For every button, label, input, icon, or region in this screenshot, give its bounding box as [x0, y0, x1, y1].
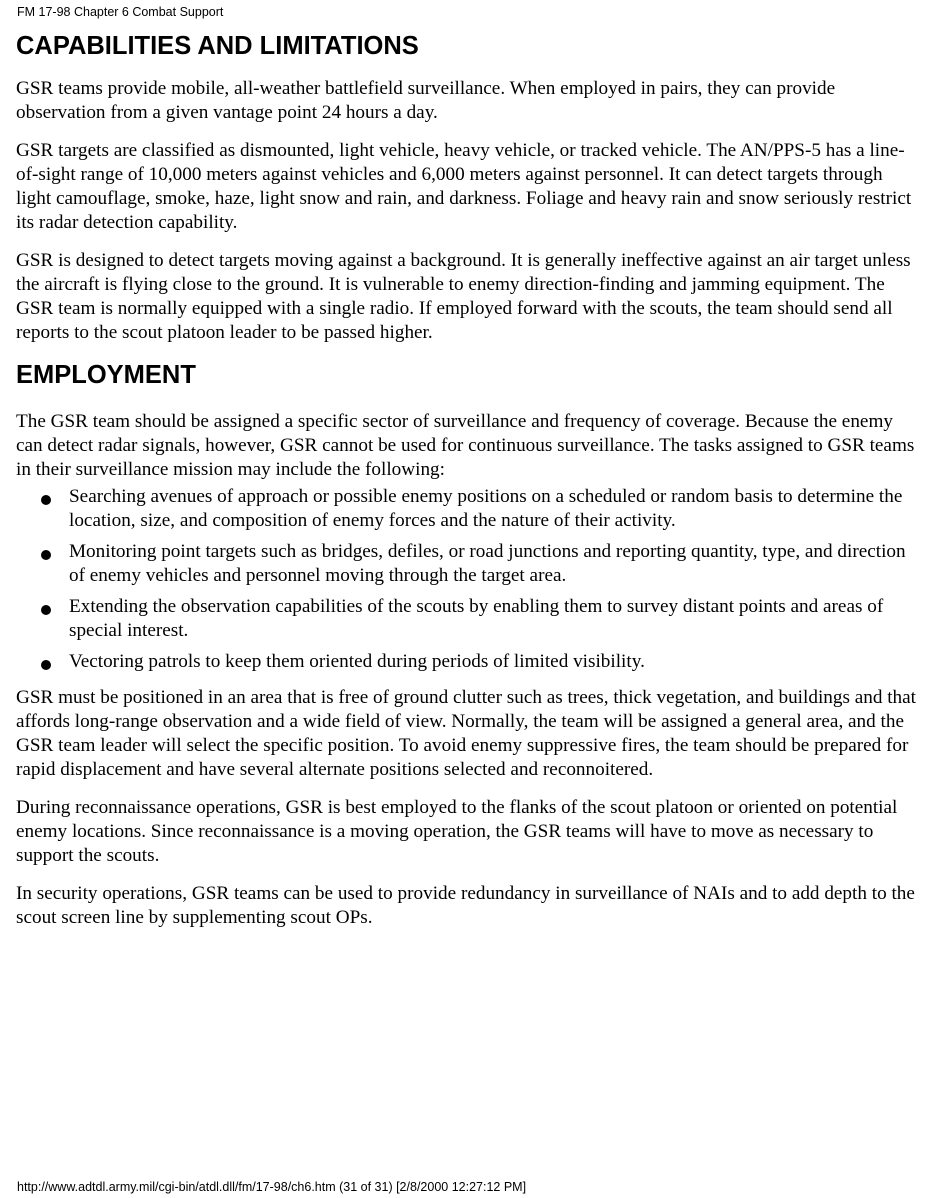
- paragraph-employment-reconnaissance: During reconnaissance operations, GSR is best employed to the flanks of the scout platoon or oriented on potential enemy locations. Since reconnaissance is a moving operation, the GSR teams will have to move as necessary to support the scouts.: [16, 797, 898, 866]
- list-item: [69, 650, 916, 674]
- heading-employment: EMPLOYMENT: [16, 361, 196, 389]
- bullet-dot-icon: [41, 495, 51, 505]
- list-item-text: Extending the observation capabilities of the scouts by enabling them to survey distant points and areas of special interest.: [69, 596, 884, 641]
- paragraph-employment-intro: The GSR team should be assigned a specific sector of surveillance and frequency of coverage. Because the enemy can detect radar signals, however, GSR cannot be used for continuous surveillance. The tasks assigned to GSR teams in their surveillance mission may include the following:: [16, 411, 915, 480]
- list-item-text: Monitoring point targets such as bridges, defiles, or road junctions and reporting quantity, type, and direction of enemy vehicles and personnel moving through the target area.: [69, 541, 906, 586]
- list-item-text: Vectoring patrols to keep them oriented during periods of limited visibility.: [69, 651, 645, 672]
- document-body: [16, 30, 916, 944]
- heading-capabilities-and-limitations: CAPABILITIES AND LIMITATIONS: [16, 32, 419, 60]
- print-footer: http://www.adtdl.army.mil/cgi-bin/atdl.dll/fm/17-98/ch6.htm (31 of 31) [2/8/2000 12:27:12 PM]: [17, 1180, 527, 1194]
- list-item: [69, 595, 916, 643]
- paragraph-employment-security: In security operations, GSR teams can be used to provide redundancy in surveillance of NAIs and to add depth to the scout screen line by supplementing scout OPs.: [16, 883, 915, 928]
- bullet-dot-icon: [41, 550, 51, 560]
- list-item: [69, 485, 916, 533]
- list-item-text: Searching avenues of approach or possible enemy positions on a scheduled or random basis to determine the location, size, and composition of enemy forces and the nature of their activity.: [69, 486, 903, 531]
- paragraph-capabilities-1: GSR teams provide mobile, all-weather battlefield surveillance. When employed in pairs, they can provide observation from a given vantage point 24 hours a day.: [16, 78, 836, 123]
- paragraph-capabilities-3: GSR is designed to detect targets moving against a background. It is generally ineffective against an air target unless the aircraft is flying close to the ground. It is vulnerable to enemy direction-finding and jamming equipment. The GSR team is normally equipped with a single radio. If employed forward with the scouts, the team should send all reports to the scout platoon leader to be passed higher.: [16, 250, 911, 343]
- task-list: [16, 485, 916, 674]
- bullet-dot-icon: [41, 660, 51, 670]
- print-header: FM 17-98 Chapter 6 Combat Support: [17, 5, 224, 19]
- list-item: [69, 540, 916, 588]
- paragraph-employment-positioning: GSR must be positioned in an area that is free of ground clutter such as trees, thick vegetation, and buildings and that affords long-range observation and a wide field of view. Normally, the team will be assigned a general area, and the GSR team leader will select the specific position. To avoid enemy suppressive fires, the team should be prepared for rapid displacement and have several alternate positions selected and reconnoitered.: [16, 687, 916, 780]
- paragraph-capabilities-2: GSR targets are classified as dismounted, light vehicle, heavy vehicle, or tracked vehicle. The AN/PPS-5 has a line-of-sight range of 10,000 meters against vehicles and 6,000 meters against personnel. It can detect targets through light camouflage, smoke, haze, light snow and rain, and darkness. Foliage and heavy rain and snow seriously restrict its radar detection capability.: [16, 140, 912, 233]
- bullet-dot-icon: [41, 605, 51, 615]
